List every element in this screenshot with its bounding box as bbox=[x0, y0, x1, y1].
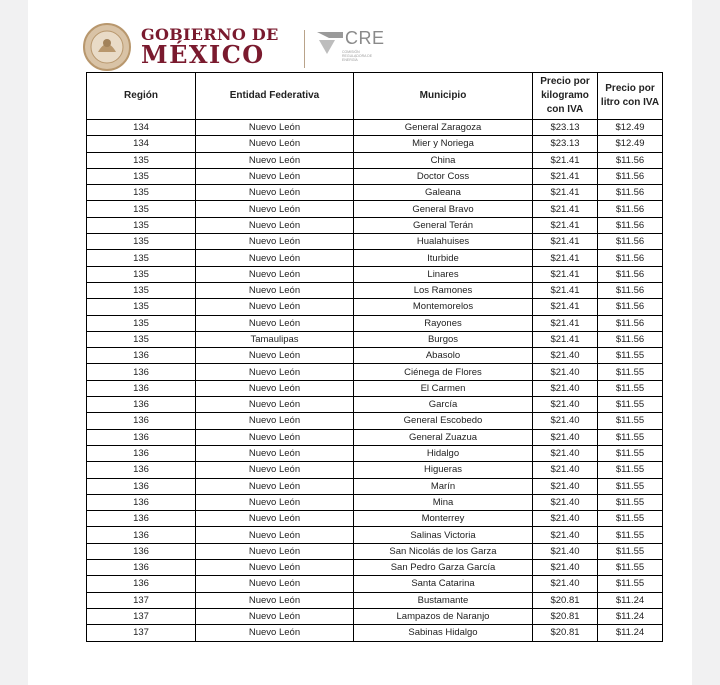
country-title: MÉXICO bbox=[141, 40, 265, 69]
region-cell: 135 bbox=[87, 168, 196, 184]
price-per-kg-cell: $21.40 bbox=[533, 560, 598, 576]
municipality-cell: Ciénega de Flores bbox=[354, 364, 533, 380]
price-per-liter-cell: $12.49 bbox=[598, 120, 663, 136]
price-per-kg-cell: $21.40 bbox=[533, 348, 598, 364]
state-cell: Nuevo León bbox=[196, 625, 354, 641]
price-per-liter-cell: $11.56 bbox=[598, 299, 663, 315]
state-cell: Nuevo León bbox=[196, 266, 354, 282]
municipality-cell: General Zuazua bbox=[354, 429, 533, 445]
price-per-kg-cell: $21.40 bbox=[533, 511, 598, 527]
table-row bbox=[87, 527, 663, 543]
table-row bbox=[87, 282, 663, 298]
header-divider bbox=[304, 30, 305, 68]
municipality-header: Municipio bbox=[354, 73, 533, 120]
state-cell: Nuevo León bbox=[196, 445, 354, 461]
price-per-kg-cell: $20.81 bbox=[533, 625, 598, 641]
region-cell: 136 bbox=[87, 413, 196, 429]
state-cell: Nuevo León bbox=[196, 543, 354, 559]
region-cell: 135 bbox=[87, 331, 196, 347]
table-row bbox=[87, 462, 663, 478]
price-per-kg-cell: $21.40 bbox=[533, 527, 598, 543]
price-per-liter-cell: $11.55 bbox=[598, 397, 663, 413]
municipality-cell: Montemorelos bbox=[354, 299, 533, 315]
municipality-cell: Mier y Noriega bbox=[354, 136, 533, 152]
table-header-row bbox=[87, 73, 663, 120]
region-cell: 137 bbox=[87, 608, 196, 624]
state-cell: Tamaulipas bbox=[196, 331, 354, 347]
municipality-cell: Marín bbox=[354, 478, 533, 494]
region-cell: 135 bbox=[87, 152, 196, 168]
cre-abbreviation: CRE bbox=[345, 28, 385, 48]
municipality-cell: Los Ramones bbox=[354, 282, 533, 298]
municipality-cell: Iturbide bbox=[354, 250, 533, 266]
price-per-liter-cell: $11.56 bbox=[598, 282, 663, 298]
table-row bbox=[87, 234, 663, 250]
table-row bbox=[87, 266, 663, 282]
state-cell: Nuevo León bbox=[196, 152, 354, 168]
table-row bbox=[87, 592, 663, 608]
municipality-cell: General Terán bbox=[354, 217, 533, 233]
region-cell: 136 bbox=[87, 397, 196, 413]
region-cell: 134 bbox=[87, 120, 196, 136]
price-per-kg-cell: $21.40 bbox=[533, 413, 598, 429]
table-row bbox=[87, 429, 663, 445]
state-cell: Nuevo León bbox=[196, 527, 354, 543]
price-per-liter-cell: $11.56 bbox=[598, 266, 663, 282]
price-per-liter-cell: $11.56 bbox=[598, 234, 663, 250]
price-per-liter-cell: $11.24 bbox=[598, 625, 663, 641]
price-per-kg-cell: $21.40 bbox=[533, 380, 598, 396]
state-cell: Nuevo León bbox=[196, 511, 354, 527]
price-per-kg-cell: $21.41 bbox=[533, 282, 598, 298]
table-row bbox=[87, 185, 663, 201]
coat-of-arms-seal-icon bbox=[82, 22, 132, 72]
price-per-kg-cell: $21.41 bbox=[533, 266, 598, 282]
municipality-cell: San Pedro Garza García bbox=[354, 560, 533, 576]
region-header: Región bbox=[87, 73, 196, 120]
price-per-liter-cell: $11.55 bbox=[598, 462, 663, 478]
state-cell: Nuevo León bbox=[196, 364, 354, 380]
region-cell: 135 bbox=[87, 201, 196, 217]
region-cell: 136 bbox=[87, 478, 196, 494]
price-per-liter-cell: $11.56 bbox=[598, 217, 663, 233]
region-cell: 136 bbox=[87, 576, 196, 592]
table-row bbox=[87, 494, 663, 510]
state-cell: Nuevo León bbox=[196, 234, 354, 250]
state-header: Entidad Federativa bbox=[196, 73, 354, 120]
price-per-kg-cell: $20.81 bbox=[533, 592, 598, 608]
region-cell: 136 bbox=[87, 462, 196, 478]
price-per-liter-cell: $11.56 bbox=[598, 331, 663, 347]
municipality-cell: Hidalgo bbox=[354, 445, 533, 461]
municipality-cell: General Zaragoza bbox=[354, 120, 533, 136]
municipality-cell: Bustamante bbox=[354, 592, 533, 608]
price-per-kg-cell: $21.41 bbox=[533, 299, 598, 315]
region-cell: 136 bbox=[87, 511, 196, 527]
price-per-kg-cell: $21.40 bbox=[533, 445, 598, 461]
price-per-liter-cell: $11.24 bbox=[598, 608, 663, 624]
municipality-cell: El Carmen bbox=[354, 380, 533, 396]
price-per-kg-cell: $21.40 bbox=[533, 543, 598, 559]
price-per-kg-cell: $23.13 bbox=[533, 120, 598, 136]
state-cell: Nuevo León bbox=[196, 494, 354, 510]
state-cell: Nuevo León bbox=[196, 380, 354, 396]
table-row bbox=[87, 560, 663, 576]
table-row bbox=[87, 511, 663, 527]
state-cell: Nuevo León bbox=[196, 168, 354, 184]
region-cell: 135 bbox=[87, 217, 196, 233]
table-row bbox=[87, 543, 663, 559]
price-per-kg-cell: $21.40 bbox=[533, 429, 598, 445]
region-cell: 135 bbox=[87, 299, 196, 315]
price-per-kg-cell: $21.41 bbox=[533, 250, 598, 266]
municipality-cell: Abasolo bbox=[354, 348, 533, 364]
price-per-liter-cell: $11.55 bbox=[598, 494, 663, 510]
price-per-liter-cell: $11.55 bbox=[598, 527, 663, 543]
table-row bbox=[87, 152, 663, 168]
price-per-kg-cell: $21.40 bbox=[533, 494, 598, 510]
price-per-liter-cell: $11.55 bbox=[598, 478, 663, 494]
table-row bbox=[87, 397, 663, 413]
table-row bbox=[87, 136, 663, 152]
table-row bbox=[87, 608, 663, 624]
table-row bbox=[87, 445, 663, 461]
table-row bbox=[87, 364, 663, 380]
municipality-cell: Galeana bbox=[354, 185, 533, 201]
municipality-cell: Santa Catarina bbox=[354, 576, 533, 592]
price-per-liter-cell: $11.55 bbox=[598, 511, 663, 527]
price-per-liter-cell: $11.55 bbox=[598, 380, 663, 396]
region-cell: 135 bbox=[87, 185, 196, 201]
region-cell: 136 bbox=[87, 429, 196, 445]
region-cell: 137 bbox=[87, 625, 196, 641]
price-per-kg-cell: $23.13 bbox=[533, 136, 598, 152]
municipality-cell: Higueras bbox=[354, 462, 533, 478]
price-per-liter-cell: $11.55 bbox=[598, 364, 663, 380]
price-per-kg-cell: $21.40 bbox=[533, 462, 598, 478]
state-cell: Nuevo León bbox=[196, 576, 354, 592]
cre-full-name: COMISIÓN REGULADORA DE ENERGÍA bbox=[342, 50, 373, 62]
state-cell: Nuevo León bbox=[196, 608, 354, 624]
state-cell: Nuevo León bbox=[196, 413, 354, 429]
table-row bbox=[87, 120, 663, 136]
municipality-cell: General Bravo bbox=[354, 201, 533, 217]
price-per-liter-cell: $11.56 bbox=[598, 201, 663, 217]
municipality-cell: Lampazos de Naranjo bbox=[354, 608, 533, 624]
region-cell: 135 bbox=[87, 234, 196, 250]
state-cell: Nuevo León bbox=[196, 560, 354, 576]
price-per-liter-cell: $12.49 bbox=[598, 136, 663, 152]
price-per-kg-cell: $20.81 bbox=[533, 608, 598, 624]
municipality-cell: China bbox=[354, 152, 533, 168]
document-page bbox=[28, 0, 692, 685]
price-per-liter-cell: $11.56 bbox=[598, 185, 663, 201]
municipality-cell: Monterrey bbox=[354, 511, 533, 527]
municipality-cell: Sabinas Hidalgo bbox=[354, 625, 533, 641]
region-cell: 136 bbox=[87, 527, 196, 543]
municipality-cell: Burgos bbox=[354, 331, 533, 347]
table-row bbox=[87, 168, 663, 184]
price-per-liter-cell: $11.56 bbox=[598, 152, 663, 168]
price-per-liter-cell: $11.56 bbox=[598, 250, 663, 266]
state-cell: Nuevo León bbox=[196, 397, 354, 413]
price-table bbox=[86, 72, 663, 642]
municipality-cell: San Nicolás de los Garza bbox=[354, 543, 533, 559]
table-row bbox=[87, 576, 663, 592]
municipality-cell: Hualahuises bbox=[354, 234, 533, 250]
municipality-cell: García bbox=[354, 397, 533, 413]
municipality-cell: Salinas Victoria bbox=[354, 527, 533, 543]
region-cell: 136 bbox=[87, 560, 196, 576]
table-body bbox=[87, 120, 663, 642]
region-cell: 136 bbox=[87, 380, 196, 396]
municipality-cell: Linares bbox=[354, 266, 533, 282]
price-per-kg-cell: $21.40 bbox=[533, 397, 598, 413]
price-per-kg-cell: $21.41 bbox=[533, 217, 598, 233]
state-cell: Nuevo León bbox=[196, 250, 354, 266]
state-cell: Nuevo León bbox=[196, 136, 354, 152]
region-cell: 135 bbox=[87, 315, 196, 331]
region-cell: 135 bbox=[87, 266, 196, 282]
state-cell: Nuevo León bbox=[196, 315, 354, 331]
table-row bbox=[87, 625, 663, 641]
state-cell: Nuevo León bbox=[196, 185, 354, 201]
price-per-liter-cell: $11.55 bbox=[598, 543, 663, 559]
state-cell: Nuevo León bbox=[196, 282, 354, 298]
price-per-kg-cell: $21.41 bbox=[533, 152, 598, 168]
table-row bbox=[87, 478, 663, 494]
cre-logo-icon bbox=[315, 28, 345, 58]
price-per-kg-cell: $21.41 bbox=[533, 331, 598, 347]
state-cell: Nuevo León bbox=[196, 120, 354, 136]
price-per-kg-header: Precio por kilogramo con IVA bbox=[533, 73, 598, 120]
price-per-kg-cell: $21.41 bbox=[533, 185, 598, 201]
region-cell: 136 bbox=[87, 364, 196, 380]
price-per-liter-cell: $11.55 bbox=[598, 429, 663, 445]
table-row bbox=[87, 380, 663, 396]
region-cell: 135 bbox=[87, 250, 196, 266]
region-cell: 134 bbox=[87, 136, 196, 152]
price-per-liter-cell: $11.55 bbox=[598, 445, 663, 461]
state-cell: Nuevo León bbox=[196, 429, 354, 445]
state-cell: Nuevo León bbox=[196, 201, 354, 217]
region-cell: 136 bbox=[87, 445, 196, 461]
municipality-cell: Rayones bbox=[354, 315, 533, 331]
region-cell: 136 bbox=[87, 543, 196, 559]
document-header bbox=[82, 22, 385, 74]
state-cell: Nuevo León bbox=[196, 299, 354, 315]
region-cell: 136 bbox=[87, 494, 196, 510]
price-per-liter-cell: $11.55 bbox=[598, 560, 663, 576]
region-cell: 135 bbox=[87, 282, 196, 298]
table-row bbox=[87, 217, 663, 233]
table-row bbox=[87, 315, 663, 331]
price-per-liter-cell: $11.55 bbox=[598, 348, 663, 364]
price-per-liter-cell: $11.55 bbox=[598, 576, 663, 592]
price-per-kg-cell: $21.41 bbox=[533, 315, 598, 331]
price-per-liter-cell: $11.56 bbox=[598, 168, 663, 184]
municipality-cell: General Escobedo bbox=[354, 413, 533, 429]
municipality-cell: Doctor Coss bbox=[354, 168, 533, 184]
price-per-kg-cell: $21.41 bbox=[533, 234, 598, 250]
state-cell: Nuevo León bbox=[196, 592, 354, 608]
price-per-liter-cell: $11.55 bbox=[598, 413, 663, 429]
state-cell: Nuevo León bbox=[196, 478, 354, 494]
table-row bbox=[87, 348, 663, 364]
region-cell: 137 bbox=[87, 592, 196, 608]
price-per-kg-cell: $21.40 bbox=[533, 576, 598, 592]
price-per-liter-cell: $11.24 bbox=[598, 592, 663, 608]
price-per-kg-cell: $21.40 bbox=[533, 364, 598, 380]
municipality-cell: Mina bbox=[354, 494, 533, 510]
table-row bbox=[87, 201, 663, 217]
price-per-kg-cell: $21.41 bbox=[533, 168, 598, 184]
price-per-kg-cell: $21.41 bbox=[533, 201, 598, 217]
state-cell: Nuevo León bbox=[196, 217, 354, 233]
price-per-kg-cell: $21.40 bbox=[533, 478, 598, 494]
table-row bbox=[87, 413, 663, 429]
table-row bbox=[87, 331, 663, 347]
table-row bbox=[87, 299, 663, 315]
region-cell: 136 bbox=[87, 348, 196, 364]
government-title: GOBIERNO DE bbox=[141, 25, 279, 44]
state-cell: Nuevo León bbox=[196, 348, 354, 364]
price-per-liter-header: Precio por litro con IVA bbox=[598, 73, 663, 120]
price-per-liter-cell: $11.56 bbox=[598, 315, 663, 331]
table-row bbox=[87, 250, 663, 266]
state-cell: Nuevo León bbox=[196, 462, 354, 478]
